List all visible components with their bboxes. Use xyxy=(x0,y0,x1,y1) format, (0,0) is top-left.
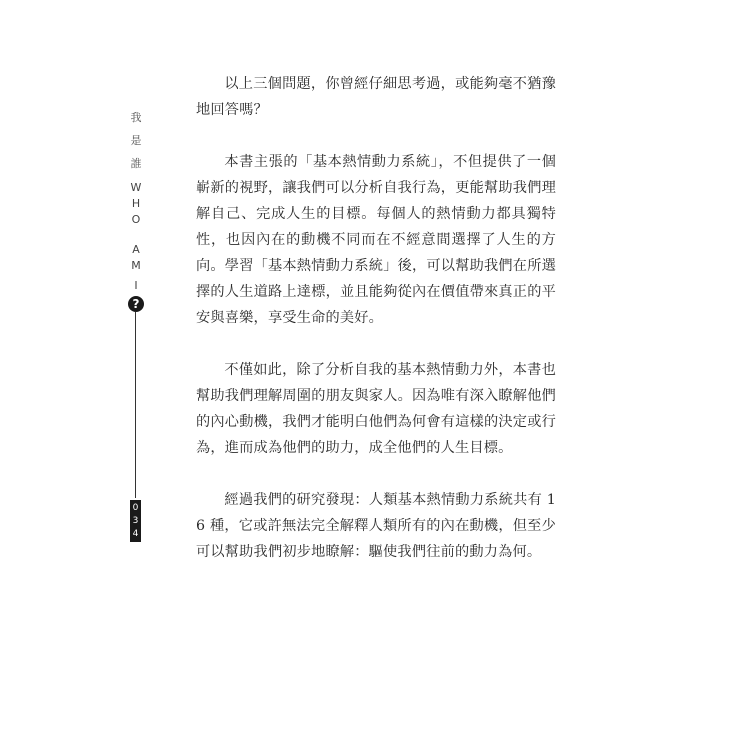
page-number-digit: 0 xyxy=(132,503,139,513)
english-title-vertical xyxy=(126,180,146,294)
question-mark-icon: ? xyxy=(128,296,144,312)
page-number-digit: 4 xyxy=(132,529,139,539)
paragraph: 不僅如此，除了分析自我的基本熱情動力外，本書也幫助我們理解周圍的朋友與家人。因為唯有深入瞭解他們的內心動機，我們才能明白他們為何會有這樣的決定或行為，進而成為他們的助力，成全他們的人生目標。 xyxy=(196,362,556,456)
vertical-rule xyxy=(135,312,136,498)
english-title-letter: H xyxy=(131,197,141,210)
book-title-char: 誰 xyxy=(130,157,142,170)
paragraph: 以上三個問題，你曾經仔細思考過，或能夠毫不猶豫地回答嗎？ xyxy=(196,76,556,118)
english-title-letter: M xyxy=(131,259,141,272)
page-number-digit: 3 xyxy=(132,516,139,526)
book-title-char: 是 xyxy=(130,134,142,147)
book-title-char: 我 xyxy=(130,111,142,124)
english-title-letter: I xyxy=(134,279,138,292)
english-title-letter: O xyxy=(131,213,141,226)
running-head xyxy=(126,106,146,542)
page-number xyxy=(130,500,141,542)
body-text xyxy=(196,71,556,591)
paragraph: 經過我們的研究發現：人類基本熱情動力系統共有 16 種，它或許無法完全解釋人類所有的內在動機，但至少可以幫助我們初步地瞭解：驅使我們往前的動力為何。 xyxy=(196,492,556,560)
book-title-vertical xyxy=(126,106,146,175)
english-title-letter: W xyxy=(130,181,142,194)
english-title-letter: A xyxy=(132,243,140,256)
paragraph: 本書主張的「基本熱情動力系統」，不但提供了一個嶄新的視野，讓我們可以分析自我行為，更能幫助我們理解自己、完成人生的目標。每個人的熱情動力都具獨特性，也因內在的動機不同而在不經意間選擇了人生的方向。學習「基本熱情動力系統」後，可以幫助我們在所選擇的人生道路上達標，並且能夠從內在價值帶來真正的平安與喜樂，享受生命的美好。 xyxy=(196,154,556,326)
